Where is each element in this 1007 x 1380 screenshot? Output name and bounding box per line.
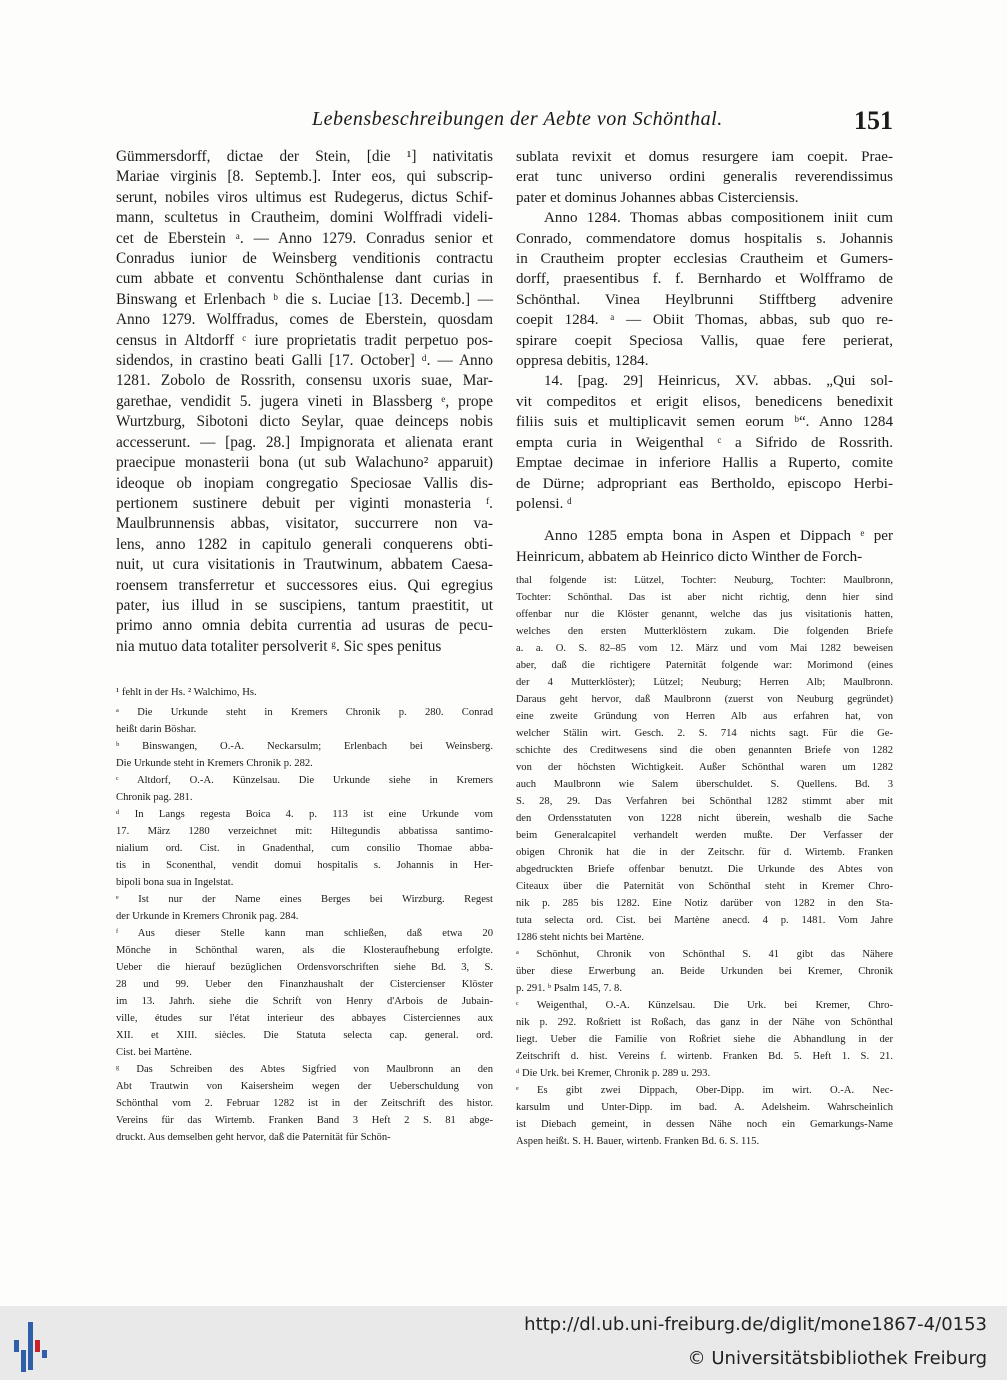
footnote-line: schichte des Creditwesens sind die oben genannten Briefe von 1282 — [516, 745, 893, 756]
right-column-text — [516, 147, 893, 567]
text-line: erat tunc universo ordini generalis reverendissimus — [516, 169, 893, 186]
footnote-line: Citeaux über die Paternität von Schönthal steht in Kremer Chro- — [516, 881, 893, 892]
text-line: primo anno omnia debita currentia ad usuras de pecu- — [116, 617, 493, 635]
footnote-line: Vereins für das Wirtemb. Franken Band 3 Heft 2 S. 81 abge- — [116, 1115, 493, 1126]
footnote-line: thal folgende ist: Lützel, Tochter: Neuburg, Tochter: Maulbronn, — [516, 575, 893, 586]
text-line: dorff, praesentibus f. f. Bernhardo et Wolfframo de — [516, 271, 893, 288]
footnote-line: Die Urkunde steht in Kremers Chronik p. 282. — [116, 758, 313, 769]
paragraph — [516, 208, 893, 371]
text-line: Anno 1285 empta bona in Aspen et Dippach ᵉ per — [544, 528, 893, 545]
text-line: 1281. Zobolo de Rossrith, consensu uxoris suae, Mar- — [116, 372, 493, 390]
footer-bar — [0, 1306, 1007, 1380]
footnote-line: eine zweite Gründung von Herren Alb aus erfahren hat, von — [516, 711, 893, 722]
footnote-line: Abt Trautwin von Kaisersheim wegen der Ueberschuldung von — [116, 1081, 493, 1092]
text-line: praecipue monasterii bona (ut sub Walachuno² apparuit) — [116, 454, 493, 472]
footnote-line: karsulm und Unter-Dipp. im bad. A. Adelsheim. Wahrscheinlich — [516, 1102, 893, 1113]
footnote-line: über diese Erwerbung an. Beide Urkunden bei Kremer, Chronik — [516, 966, 893, 977]
footnote-line: tis in Sconenthal, vendit domui hospitalis s. Johannis in Her- — [116, 860, 493, 871]
footnote-line: nialium ord. Cist. in Gnadenthal, cum consilio Thomae abba- — [116, 843, 493, 854]
text-line: Schönthal. Vinea Heylbrunni Stifftberg advenire — [516, 291, 893, 308]
footnote-line: ᶜ Weigenthal, O.-A. Künzelsau. Die Urk. bei Kremer, Chro- — [516, 1000, 893, 1011]
text-line: Heinricum, abbatem ab Heinrico dicto Winther de Forch- — [516, 548, 863, 565]
paragraph — [516, 371, 893, 514]
footnote-line: heißt darin Böshar. — [116, 724, 197, 735]
footnote-line: abgedruckten Briefe offenbar benutzt. Die Urkunde des Abtes von — [516, 864, 893, 875]
footnote-line: a. a. O. S. 82–85 vom 12. März und vom Mai 1282 beweisen — [516, 643, 893, 654]
footnote-line: ist Diebach gemeint, in dessen Nähe noch ein Gemarkungs-Name — [516, 1119, 893, 1130]
text-line: mann, scultetus in Crautheim, domini Wolffradi videli- — [116, 209, 493, 227]
footnote-line: ᵇ Binswangen, O.-A. Neckarsulm; Erlenbach bei Weinsberg. — [116, 741, 493, 752]
page-number: 151 — [854, 106, 893, 135]
footnote-line: ¹ fehlt in der Hs. ² Walchimo, Hs. — [116, 687, 257, 698]
text-line: pertionem sustinere debuit per viginti monasteria ᶠ. — [116, 494, 493, 512]
footnote-line: Tochter: Schönthal. Das ist aber nicht richtig, denn hier sind — [516, 592, 893, 603]
footnote-line: obigen Chronik hat die in der Zeitschr. für d. Wirtemb. Franken — [516, 847, 893, 858]
footnote-line: von der höchsten Wichtigkeit. Außer Schönthal waren um 1282 — [516, 762, 893, 773]
text-line: sublata revixit et domus resurgere iam coepit. Prae- — [516, 149, 893, 165]
footnote-line: Aspen heißt. S. H. Bauer, wirtenb. Franken Bd. 6. S. 115. — [516, 1136, 760, 1147]
library-logo-icon — [10, 1320, 50, 1372]
text-line: Anno 1284. Thomas abbas compositionem iniit cum — [544, 210, 893, 227]
footnote-line: ᵈ Die Urk. bei Kremer, Chronik p. 289 u. 293. — [516, 1068, 711, 1079]
text-line: Emptae decimae in inferiore Hallis a Ruperto, comite — [516, 455, 893, 472]
footnote-line: auch Maulbronn wie Salem überschuldet. S. Quellens. Bd. 3 — [516, 779, 893, 790]
footnote-line: aber, daß die richtigere Paternität folgende war: Morimond (eines — [516, 660, 893, 671]
footnote-line: nik p. 292. Roßriett ist Roßach, das ganz in der Nähe von Schönthal — [516, 1017, 893, 1028]
footnote-line: p. 291. ᵇ Psalm 145, 7. 8. — [516, 983, 622, 994]
left-footnotes — [116, 704, 493, 1146]
text-line: polensi. ᵈ — [516, 495, 572, 512]
text-line: garethae, vendidit 5. jugera vineti in Blassberg ᵉ, prope — [116, 392, 493, 410]
text-line: 14. [pag. 29] Heinricus, XV. abbas. „Qui sol- — [544, 373, 893, 390]
text-line: lens, anno 1282 in capitulo generali conquerens obti- — [116, 535, 493, 553]
footnote-line: Cist. bei Martène. — [116, 1047, 192, 1058]
text-line: ideoque ob inopiam congregatio Speciosae Vallis dis- — [116, 474, 493, 492]
footnote-line: Schönthal vom 2. Februar 1282 ist in der Zeitschrift des histor. — [116, 1098, 493, 1109]
footnote-line: Ueber die hierauf bezüglichen Ordensvorschriften siehe Bd. 3, S. — [116, 962, 493, 973]
footnote-line: ᵈ In Langs regesta Boica 4. p. 113 ist eine Urkunde vom — [116, 809, 493, 820]
footnote-line: welcher Stälin wirt. Gesch. 2. S. 714 nichts sagt. Für die Ge- — [516, 728, 893, 739]
footnote-line: den Ordensstatuten von 1228 nicht überein, weshalb die Sache — [516, 813, 893, 824]
text-line: de Dürne; adpropriant eas Bertholdo, episcopo Herbi- — [516, 475, 893, 492]
footnote-line: ᵉ Ist nur der Name eines Berges bei Wirzburg. Regest — [116, 894, 493, 905]
footnote-line: ᶜ Altdorf, O.-A. Künzelsau. Die Urkunde siehe in Kremers — [116, 775, 493, 786]
right-footnotes — [516, 572, 893, 1150]
footnote-line: ᵉ Es gibt zwei Dippach, Ober-Dipp. im wirt. O.-A. Nec- — [516, 1085, 893, 1096]
footnote-line: ᶠ Aus dieser Stelle kann man schließen, daß etwa 20 — [116, 928, 493, 939]
text-line: nia mutuo data totaliter persolverit ᵍ. Sic spes penitus — [116, 637, 442, 655]
footnote-line: ᵃ Die Urkunde steht in Kremers Chronik p. 280. Conrad — [116, 707, 493, 718]
footnote-line: der 4 Mutterklöster); Lützel; Neuburg; Herren Alb; Maulbronn. — [516, 677, 893, 688]
footnote-line: offenbar nur die Klöster genannt, welche das jus visitationis hatten, — [516, 609, 893, 620]
text-line: Conradus iunior de Weinsberg venditionis contractu — [116, 250, 493, 268]
text-line: Maulbrunnensis abbas, visitator, succurrere non va- — [116, 515, 493, 533]
text-line: empta curia in Weigenthal ᶜ a Sifrido de Rossrith. — [516, 434, 893, 451]
text-line: oppresa debitis, 1284. — [516, 353, 649, 370]
text-line: filiis suis et multiplicavit semen eorum ᵇ“. Anno 1284 — [516, 414, 893, 431]
text-line: vit compeditos et erigit elisos, benedicens benedixit — [516, 393, 893, 410]
left-column-text — [116, 147, 493, 657]
copyright-notice: © Universitätsbibliothek Freiburg — [687, 1348, 987, 1369]
text-line: accesserunt. — [pag. 28.] Impignorata et alienata erant — [116, 433, 493, 451]
text-line: Gümmersdorff, dictae der Stein, [die ¹] nativitatis — [116, 148, 493, 165]
footnote-line: 1286 steht nichts bei Martène. — [516, 932, 644, 943]
text-line: Wurtzburg, Sibotoni dicto Seylar, quae deinceps nobis — [116, 413, 493, 431]
text-line: serunt, nobiles viros ultimus est Rudegerus, dictus Schif- — [116, 188, 493, 206]
text-line: pater, ius illud in se suscipiens, tantum praestitit, ut — [116, 596, 493, 614]
running-head: Lebensbeschreibungen der Aebte von Schönthal. — [312, 108, 723, 130]
permalink-url[interactable]: http://dl.ub.uni-freiburg.de/diglit/mone1867-4/0153 — [524, 1314, 987, 1335]
footnote-line: 17. März 1280 verzeichnet mit: Hiltegundis abbatissa santimo- — [116, 826, 493, 837]
footnote-line: Daraus geht hervor, daß Maulbronn (zuerst von Neuburg gegründet) — [516, 694, 893, 705]
footnote-line: welches den ersten Mutterklöstern zukam. Die folgenden Briefe — [516, 626, 893, 637]
footnote-line: XII. et XIII. siècles. Die Statuta selecta cap. general. ord. — [116, 1030, 493, 1041]
text-line: coepit 1284. ᵃ — Obiit Thomas, abbas, sub quo re- — [516, 312, 893, 329]
text-line: spirare coepit Speciosa Vallis, quae fere perierat, — [516, 332, 893, 349]
footnote-line: druckt. Aus demselben geht hervor, daß die Paternität für Schön- — [116, 1132, 391, 1143]
paragraph — [516, 147, 893, 208]
footnote-line: S. 28, 29. Das Verfahren bei Schönthal 1282 stimmt aber mit — [516, 796, 893, 807]
footnote-line: der Urkunde in Kremers Chronik pag. 284. — [116, 911, 299, 922]
text-line: Mariae virginis [8. Septemb.]. Inter eos, qui subscrip- — [116, 168, 493, 186]
footnote-line: ᵃ Schönhut, Chronik von Schönthal S. 41 gibt das Nähere — [516, 949, 893, 960]
footnote-line: Zeitschrift d. hist. Vereins f. wirtenb. Franken Bd. 5. Heft 1. S. 21. — [516, 1051, 893, 1062]
footnote-line: bipoli bona sua in Ingelstat. — [116, 877, 234, 888]
footnote-line: ville, études sur l'état interieur des abbayes Cisterciennes aux — [116, 1013, 493, 1024]
footnote-line: tuta selecta ord. Cist. bei Martène anecd. 4 p. 1481. Vom Jahre — [516, 915, 893, 926]
left-footnotes-numeric — [116, 684, 493, 701]
text-line: Anno 1279. Wolffradus, comes de Eberstein, quosdam — [116, 311, 493, 329]
text-line: cet de Eberstein ᵃ. — Anno 1279. Conradus senior et — [116, 229, 493, 247]
text-line: nuit, ut cura visitationis in Trautwinum, abbatem Caesa- — [116, 556, 493, 574]
text-line: roensem transferretur et successores eius. Qui egregius — [116, 576, 493, 594]
text-line: cum abbate et conventu Schönthalense dant curias in — [116, 270, 493, 288]
text-line: in Crautheim propter ecclesias Crautheim et Gumers- — [516, 251, 893, 268]
footnote-line: im 13. Jahrh. siehe die Schrift von Henry d'Arbois de Jubain- — [116, 996, 493, 1007]
paragraph — [516, 526, 893, 567]
footnote-line: Mönche in Schönthal waren, als die Klosteraufhebung erfolgte. — [116, 945, 493, 956]
text-line: sidendos, in crastino beati Galli [17. October] ᵈ. — Anno — [116, 352, 493, 370]
text-line: Conrado, commendatore domus hospitalis s. Johannis — [516, 230, 893, 247]
footnote-line: 28 und 99. Ueber den Finanzhaushalt der Cistercienser Klöster — [116, 979, 493, 990]
footnote-line: nik p. 285 bis 1282. Eine Notiz darüber von 1282 in den Sta- — [516, 898, 893, 909]
footnote-line: liegt. Ueber die Familie von Roßriet siehe die Abhandlung in der — [516, 1034, 893, 1045]
text-line: census in Altdorff ᶜ iure proprietatis tradit perpetuo pos- — [116, 331, 493, 349]
footnote-line: ᵍ Das Schreiben des Abtes Sigfried von Maulbronn an den — [116, 1064, 493, 1075]
footnote-line: Chronik pag. 281. — [116, 792, 193, 803]
text-line: Binswang et Erlenbach ᵇ die s. Luciae [13. Decemb.] — — [116, 290, 493, 308]
footnote-line: beim Generalcapitel verhandelt werden mußte. Der Verfasser der — [516, 830, 893, 841]
text-line: pater et dominus Johannes abbas Cisterciensis. — [516, 189, 799, 206]
